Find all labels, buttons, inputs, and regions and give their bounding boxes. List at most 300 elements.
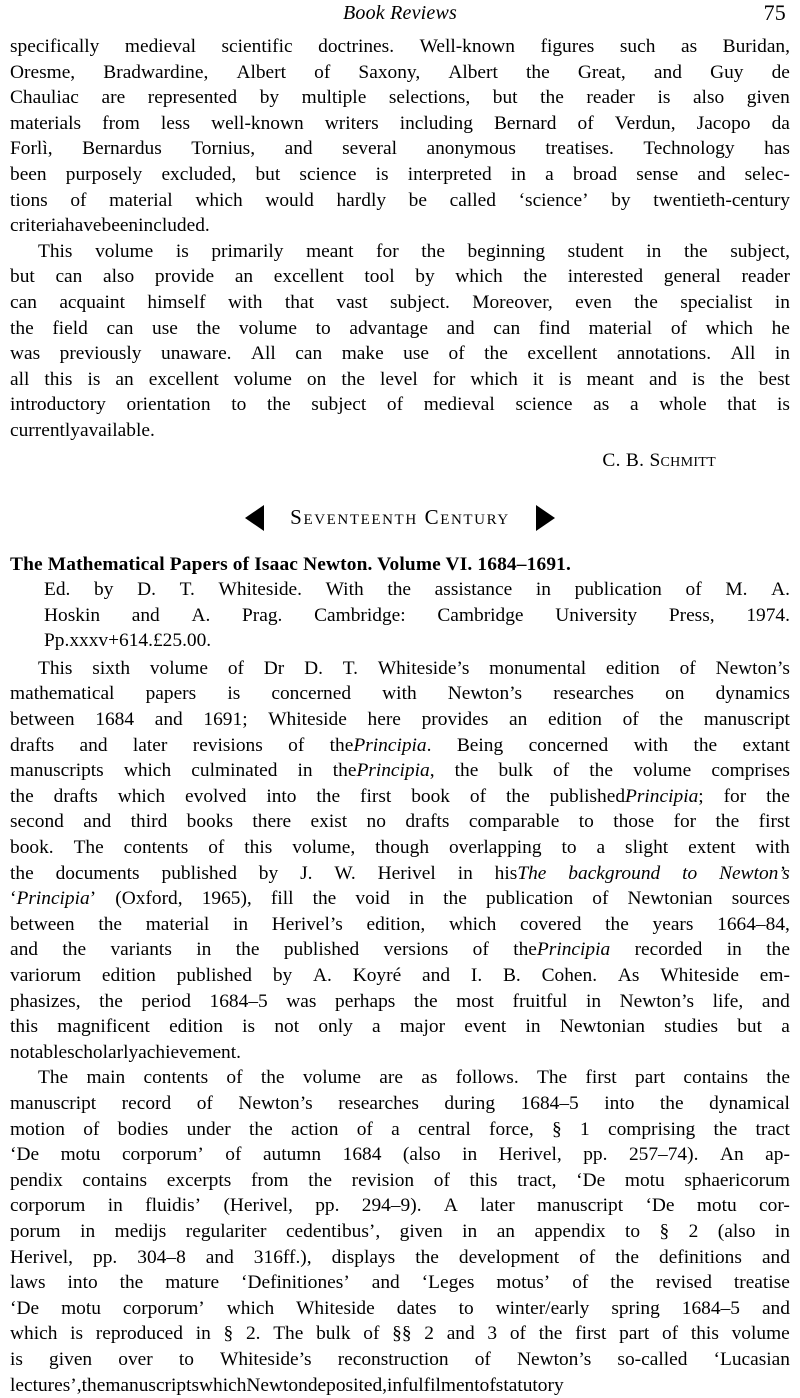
word: force, — [489, 1117, 534, 1143]
word: volume — [633, 758, 691, 784]
word: is — [559, 367, 572, 393]
word: an — [235, 264, 253, 290]
word: figures — [541, 34, 595, 60]
word: and — [372, 1270, 400, 1296]
word: in — [586, 989, 601, 1015]
word: Whiteside. — [219, 577, 302, 603]
word: the — [236, 937, 260, 963]
word: Hoskin — [44, 603, 100, 629]
word: treatises. — [545, 136, 613, 162]
word: broad — [573, 162, 617, 188]
word: by — [273, 963, 292, 989]
word: and — [762, 989, 790, 1015]
word — [330, 735, 427, 756]
word: as — [681, 34, 697, 60]
word: assistance — [435, 577, 513, 603]
word: part — [619, 1321, 649, 1347]
word: provides — [422, 707, 489, 733]
word: Cohen. — [542, 963, 597, 989]
word: and — [447, 1321, 475, 1347]
word: part — [635, 1065, 665, 1091]
word: 1684 — [95, 707, 134, 733]
word: sources — [732, 886, 790, 912]
word: 2. — [246, 1321, 261, 1347]
word: of — [470, 784, 486, 810]
word: science — [515, 392, 572, 418]
word: can — [10, 290, 37, 316]
word: tool — [364, 264, 394, 290]
word: of — [288, 733, 304, 759]
word: ‘science’ — [519, 188, 589, 214]
text-line — [10, 1014, 790, 1040]
word: £25.00. — [153, 630, 211, 651]
word: with — [382, 681, 416, 707]
word: 316ff.), — [254, 1245, 312, 1271]
word: the — [539, 1321, 563, 1347]
word: which — [10, 1321, 57, 1347]
word: his — [495, 863, 518, 884]
text-line — [10, 316, 790, 342]
word — [10, 888, 90, 909]
word: volume, — [292, 835, 355, 861]
word: Principia — [356, 760, 429, 781]
word: fluidis’ — [145, 1193, 201, 1219]
word: corporum’ — [123, 1296, 205, 1322]
word: dynamical — [709, 1091, 790, 1117]
word: later — [133, 733, 167, 759]
word: was — [286, 989, 316, 1015]
word: book — [411, 784, 450, 810]
word: pp. — [93, 1245, 117, 1271]
word: the — [610, 1270, 634, 1296]
word: Newton’s — [716, 656, 790, 682]
word: D. — [304, 656, 323, 682]
word: most — [456, 989, 494, 1015]
word: into — [67, 1270, 97, 1296]
word: Oresme, — [10, 60, 75, 86]
word: the — [526, 60, 550, 86]
word: With — [326, 577, 364, 603]
word: there — [252, 809, 291, 835]
word: previously — [60, 341, 142, 367]
word: the — [766, 784, 790, 810]
word: the — [660, 1091, 684, 1117]
word: culminated — [191, 758, 277, 784]
word: can — [493, 316, 520, 342]
word: which — [455, 264, 502, 290]
word: the — [308, 1168, 332, 1194]
word: , — [430, 760, 435, 781]
word: autumn — [263, 1142, 321, 1168]
word: central — [418, 1117, 471, 1143]
word: (Oxford, — [115, 886, 182, 912]
word: Technology — [643, 136, 734, 162]
word: em- — [760, 963, 790, 989]
word: deposited, — [308, 1375, 387, 1396]
word: first — [575, 1321, 606, 1347]
word: an — [509, 707, 527, 733]
word: are — [379, 1065, 403, 1091]
word: T. — [343, 656, 358, 682]
word: drafts — [405, 809, 449, 835]
word: Albert — [448, 60, 498, 86]
word: the — [506, 784, 530, 810]
word: the — [634, 290, 658, 316]
word: § — [224, 1321, 234, 1347]
word: da — [772, 111, 790, 137]
word: in — [511, 162, 526, 188]
word: of — [578, 111, 594, 137]
word: Newton’s — [719, 861, 790, 887]
word: ‘Definitiones’ — [241, 1270, 350, 1296]
word: laws — [10, 1270, 46, 1296]
word: The — [517, 863, 546, 884]
word: with — [228, 290, 262, 316]
word: motu — [625, 1168, 665, 1194]
word: the — [659, 707, 683, 733]
word: manuscript — [537, 1193, 623, 1219]
word: Forlì, — [10, 136, 53, 162]
word: edition — [606, 656, 660, 682]
word: primarily — [211, 239, 283, 265]
word: Newton — [246, 1375, 307, 1396]
word: and — [155, 707, 183, 733]
word: first — [360, 784, 391, 810]
word: to — [625, 1219, 640, 1245]
word: the — [484, 341, 508, 367]
word: and — [10, 937, 38, 963]
word: medijs — [115, 1219, 167, 1245]
word: as — [421, 1065, 437, 1091]
word: concerned — [271, 681, 351, 707]
word: use — [152, 316, 178, 342]
word: main — [86, 1065, 125, 1091]
word: Whiteside — [268, 707, 347, 733]
word: in — [526, 1014, 541, 1040]
text-line — [10, 341, 790, 367]
word: the — [615, 1245, 639, 1271]
text-line — [10, 1040, 790, 1066]
text-line — [10, 937, 790, 963]
word: to — [682, 861, 697, 887]
text-line — [10, 912, 790, 938]
word: Newton’s — [517, 1347, 591, 1373]
word: an — [497, 1219, 515, 1245]
word: been — [10, 162, 47, 188]
word: represented — [148, 85, 237, 111]
word: the — [387, 577, 411, 603]
word: a — [781, 1014, 790, 1040]
word: Jacopo — [697, 111, 751, 137]
text-line — [10, 1296, 790, 1322]
word: that — [285, 290, 314, 316]
word: provide — [155, 264, 214, 290]
word: into — [266, 784, 296, 810]
text-line — [10, 1347, 790, 1373]
word: multiple — [302, 85, 367, 111]
word: (also — [403, 1142, 441, 1168]
word — [550, 786, 699, 807]
word: ‘De — [10, 1296, 39, 1322]
text-line — [10, 136, 790, 162]
word: sixth — [92, 656, 130, 682]
word: ‘De — [576, 1168, 605, 1194]
word: 1684 — [343, 1142, 382, 1168]
word: on — [307, 367, 326, 393]
word: drafts — [54, 784, 98, 810]
word: a — [391, 1117, 400, 1143]
word: Pp. — [44, 630, 69, 651]
word: recorded — [635, 937, 703, 963]
word: volume — [95, 239, 153, 265]
word: 1664–84, — [717, 912, 790, 938]
word: annotations. — [617, 341, 711, 367]
text-line — [10, 1065, 790, 1091]
word: manuscript — [704, 707, 790, 733]
text-line — [10, 656, 790, 682]
word: of — [70, 188, 86, 214]
word: the — [716, 809, 740, 835]
word: such — [620, 34, 656, 60]
word: of — [226, 1065, 242, 1091]
word: and — [422, 963, 450, 989]
word: definitions — [659, 1245, 742, 1271]
word: of — [473, 937, 489, 963]
word: is — [176, 239, 189, 265]
word: bodies — [118, 1117, 169, 1143]
word: 257–74). — [629, 1142, 698, 1168]
word: by — [611, 188, 630, 214]
word: by — [259, 861, 278, 887]
word: for — [674, 809, 697, 835]
word: 294–9). — [362, 1193, 422, 1219]
word: volume — [239, 316, 297, 342]
text-line — [10, 835, 790, 861]
text-line — [10, 861, 790, 887]
word: Press, — [669, 603, 715, 629]
word: University — [555, 603, 637, 629]
word: general — [664, 264, 721, 290]
word: Principia — [625, 786, 698, 807]
word — [495, 861, 547, 887]
word: of — [208, 835, 224, 861]
word: published — [550, 786, 625, 807]
word: which — [124, 758, 171, 784]
word: be — [409, 188, 427, 214]
word: record — [122, 1091, 172, 1117]
word: for — [433, 367, 456, 393]
word: Herivel, — [499, 1142, 562, 1168]
word: tions — [10, 188, 48, 214]
word: de — [772, 60, 790, 86]
word: this — [44, 367, 72, 393]
review-two-body — [10, 656, 790, 1398]
word: The — [38, 1065, 68, 1091]
word: cor- — [759, 1193, 790, 1219]
word: overlapping — [449, 835, 542, 861]
word: Whiteside’s — [378, 656, 470, 682]
word: extant — [743, 733, 790, 759]
text-line — [44, 603, 790, 629]
word: book. — [10, 835, 54, 861]
word: of — [579, 1245, 595, 1271]
word: excellent — [274, 264, 344, 290]
word: motus’ — [496, 1270, 550, 1296]
word: which — [706, 316, 753, 342]
word: books — [187, 809, 233, 835]
word: the — [10, 784, 34, 810]
word: interested — [568, 264, 643, 290]
word: action — [291, 1117, 338, 1143]
word: the — [766, 1065, 790, 1091]
word: by — [260, 85, 279, 111]
word: the — [120, 1270, 144, 1296]
word: Buridan, — [723, 34, 790, 60]
word: Tornius, — [191, 136, 255, 162]
word: the — [316, 784, 340, 810]
word: with — [755, 835, 789, 861]
word: ‘De — [645, 1193, 674, 1219]
word: the — [249, 1117, 273, 1143]
word: 1684–5 — [521, 1091, 579, 1117]
word: this — [244, 835, 272, 861]
word: medieval — [125, 34, 196, 60]
word: contains — [683, 1065, 748, 1091]
word: concerned — [529, 733, 609, 759]
word: Cambridge — [437, 603, 523, 629]
word: the — [261, 1065, 285, 1091]
word: motu — [61, 1142, 101, 1168]
word: it — [533, 367, 544, 393]
word: Saxony, — [358, 60, 420, 86]
word: only — [318, 1014, 352, 1040]
word: 3 — [487, 1321, 497, 1347]
word: not — [274, 1014, 299, 1040]
word: material — [146, 912, 210, 938]
word: of — [680, 656, 696, 682]
word: in — [646, 239, 661, 265]
word: motu — [61, 1296, 101, 1322]
word: the — [523, 264, 547, 290]
word: Dr — [264, 656, 284, 682]
review-one-body — [10, 34, 790, 444]
text-line — [10, 733, 790, 759]
word: and — [697, 162, 725, 188]
text-line — [10, 1142, 790, 1168]
word: covered — [520, 912, 581, 938]
word: 1684–5 — [210, 989, 268, 1015]
word: a — [372, 1014, 381, 1040]
word: the — [684, 239, 708, 265]
word: scholarly — [67, 1042, 138, 1063]
word: best — [759, 367, 790, 393]
word: the — [99, 989, 123, 1015]
word: Newtonian — [560, 1014, 645, 1040]
word: Herivel — [378, 861, 436, 887]
word: second — [10, 809, 64, 835]
word: excellent — [527, 341, 597, 367]
word: motion — [10, 1117, 65, 1143]
text-line — [10, 239, 790, 265]
word: Herivel’s — [272, 912, 343, 938]
word: revised — [656, 1270, 712, 1296]
right-triangle-icon — [536, 505, 555, 531]
word: researches — [553, 681, 634, 707]
word: all — [10, 367, 29, 393]
word: orientation — [127, 392, 211, 418]
word: period — [141, 989, 191, 1015]
word: perhaps — [335, 989, 395, 1015]
word: to — [179, 1347, 194, 1373]
word: contents — [144, 1065, 209, 1091]
word: displays — [332, 1245, 396, 1271]
word: from — [102, 111, 140, 137]
text-line — [10, 989, 790, 1015]
word: excluded, — [161, 162, 236, 188]
word: porum — [10, 1219, 61, 1245]
word: All — [731, 341, 756, 367]
word — [10, 886, 96, 912]
word: of — [592, 886, 608, 912]
word: been — [102, 215, 139, 236]
text-line — [10, 1270, 790, 1296]
word: hardly — [336, 188, 386, 214]
word: of — [686, 577, 702, 603]
word: tract, — [517, 1168, 556, 1194]
word: Newtonian — [628, 886, 713, 912]
word: follows. — [456, 1065, 519, 1091]
word: A. — [771, 577, 790, 603]
word: volume — [303, 1065, 361, 1091]
word: publication — [575, 577, 662, 603]
word: the — [341, 367, 365, 393]
word: lectures’, — [10, 1375, 82, 1396]
word: volume — [150, 656, 208, 682]
word: for — [724, 784, 747, 810]
word: in — [462, 1219, 477, 1245]
word: to — [316, 316, 331, 342]
word: third — [131, 809, 168, 835]
word: sphaericorum — [684, 1168, 790, 1194]
word: edition — [548, 707, 602, 733]
word: including — [400, 111, 473, 137]
word: material — [109, 188, 173, 214]
word: variants — [110, 937, 171, 963]
word: of — [623, 707, 639, 733]
word: which — [227, 1296, 274, 1322]
word: phasizes, — [10, 989, 81, 1015]
word: well-known — [211, 111, 304, 137]
word: excellent — [149, 367, 219, 393]
word: revision — [352, 1168, 414, 1194]
word: in — [462, 1142, 477, 1168]
word: contents — [124, 835, 189, 861]
word: is — [70, 1321, 83, 1347]
word: §§ — [392, 1321, 411, 1347]
word: which — [470, 367, 517, 393]
word: this — [691, 1321, 719, 1347]
word: dynamics — [716, 681, 790, 707]
word: is — [242, 1014, 255, 1040]
text-line — [10, 963, 790, 989]
word: The — [74, 835, 104, 861]
word: is — [87, 367, 100, 393]
word: As — [618, 963, 640, 989]
word: of — [671, 316, 687, 342]
word: in — [80, 1219, 95, 1245]
word: winter/early — [496, 1296, 590, 1322]
word: variorum — [10, 963, 81, 989]
